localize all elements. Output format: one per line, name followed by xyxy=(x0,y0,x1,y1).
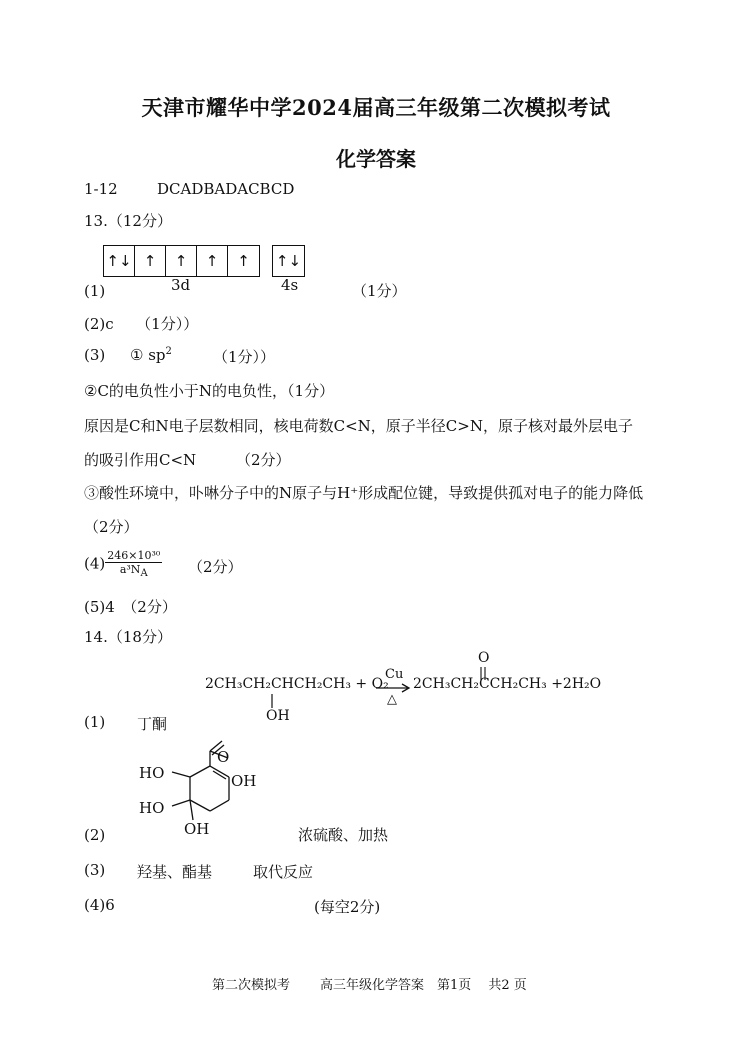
ring-bond xyxy=(190,766,210,777)
q14-p3-answer-b: 取代反应 xyxy=(253,863,314,881)
q14-p4-note: (每空2分) xyxy=(314,898,381,916)
equation-condition: △ xyxy=(387,692,397,707)
page-subtitle: 化学答案 xyxy=(336,147,416,171)
equation-catalyst: Cu xyxy=(385,667,404,682)
page-title: 天津市耀华中学2024届高三年级第二次模拟考试 xyxy=(141,95,611,120)
q13-p3-d-line2: （2分） xyxy=(84,518,139,536)
q13-p3-a-score: （1分）） xyxy=(213,348,276,366)
q13-p4-number: (4) xyxy=(84,554,106,573)
q14-p3-number: (3) xyxy=(84,861,106,879)
q13-p2: (2)c （1分）） xyxy=(84,315,199,333)
fraction-denominator-main: a³N xyxy=(119,563,141,576)
orbital-box: ↑ xyxy=(197,246,228,276)
label-3d: 3d xyxy=(171,276,191,294)
q13-p3-b: ②C的电负性小于N的电负性，（1分） xyxy=(84,382,335,400)
fraction-denominator-sub: A xyxy=(140,568,148,580)
orbital-box: ↑↓ xyxy=(104,246,135,276)
q13-p3-c-score: （2分） xyxy=(236,451,291,469)
q14-p3-answer-a: 羟基、酯基 xyxy=(137,863,213,881)
q13-p5: (5)4 （2分） xyxy=(84,598,177,616)
q13-p3-a-sup: 2 xyxy=(165,346,172,357)
equation-o: O xyxy=(478,650,490,666)
mc-answers: DCADBADACBCD xyxy=(157,180,295,198)
struct-ho-1: HO xyxy=(139,764,165,782)
orbital-box: ↑↓ xyxy=(275,252,302,270)
q14-p2-answer: 浓硫酸、加热 xyxy=(298,826,389,844)
q13-p4-score: （2分） xyxy=(188,558,243,576)
q13-p3-c-line1: 原因是C和N电子层数相同，核电荷数C<N，原子半径C>N，原子核对最外层电子 xyxy=(84,417,633,435)
q13-heading: 13.（12分） xyxy=(84,212,172,230)
label-4s: 4s xyxy=(281,276,299,294)
struct-oh-bottom: OH xyxy=(184,820,210,838)
footer-left: 第二次模拟考 xyxy=(212,978,291,993)
q13-p3-a-text: ① sp xyxy=(130,346,166,364)
q14-p2-number: (2) xyxy=(84,826,106,844)
q13-p3-d-line1: ③酸性环境中，卟啉分子中的N原子与H⁺形成配位键，导致提供孤对电子的能力降低 xyxy=(84,484,644,502)
q14-p1-number: (1) xyxy=(84,713,106,731)
ring-bond xyxy=(190,800,210,811)
fraction-numerator: 246×10³⁰ xyxy=(107,549,161,562)
oh-bond xyxy=(172,800,190,806)
struct-o: O xyxy=(217,748,230,766)
struct-ho-2: HO xyxy=(139,799,165,817)
orbital-box: ↑ xyxy=(135,246,166,276)
oh-bond xyxy=(172,772,190,777)
q13-p3-c-line2: 的吸引作用C<N xyxy=(84,451,197,469)
equation-left: 2CH₃CH₂CHCH₂CH₃ + O₂ xyxy=(205,676,389,692)
oh-bond xyxy=(190,800,193,820)
mc-range: 1-12 xyxy=(84,180,118,198)
q13-p3-number: (3) xyxy=(84,346,106,364)
equation-oh: OH xyxy=(266,708,290,724)
q14-p4: (4)6 xyxy=(84,896,115,914)
equation-right: 2CH₃CH₂CCH₂CH₃ +2H₂O xyxy=(413,676,602,692)
q14-p1-answer: 丁酮 xyxy=(137,715,168,733)
ring-bond xyxy=(210,800,229,811)
orbital-box: ↑ xyxy=(166,246,197,276)
footer-right: 高三年级化学答案 第1页 共2 页 xyxy=(320,978,527,993)
q13-p1-number: (1) xyxy=(84,282,106,300)
struct-oh-carboxyl: OH xyxy=(231,772,257,790)
q14-heading: 14.（18分） xyxy=(84,628,172,646)
orbital-box: ↑ xyxy=(237,252,250,270)
q13-p1-score: （1分） xyxy=(352,282,407,300)
